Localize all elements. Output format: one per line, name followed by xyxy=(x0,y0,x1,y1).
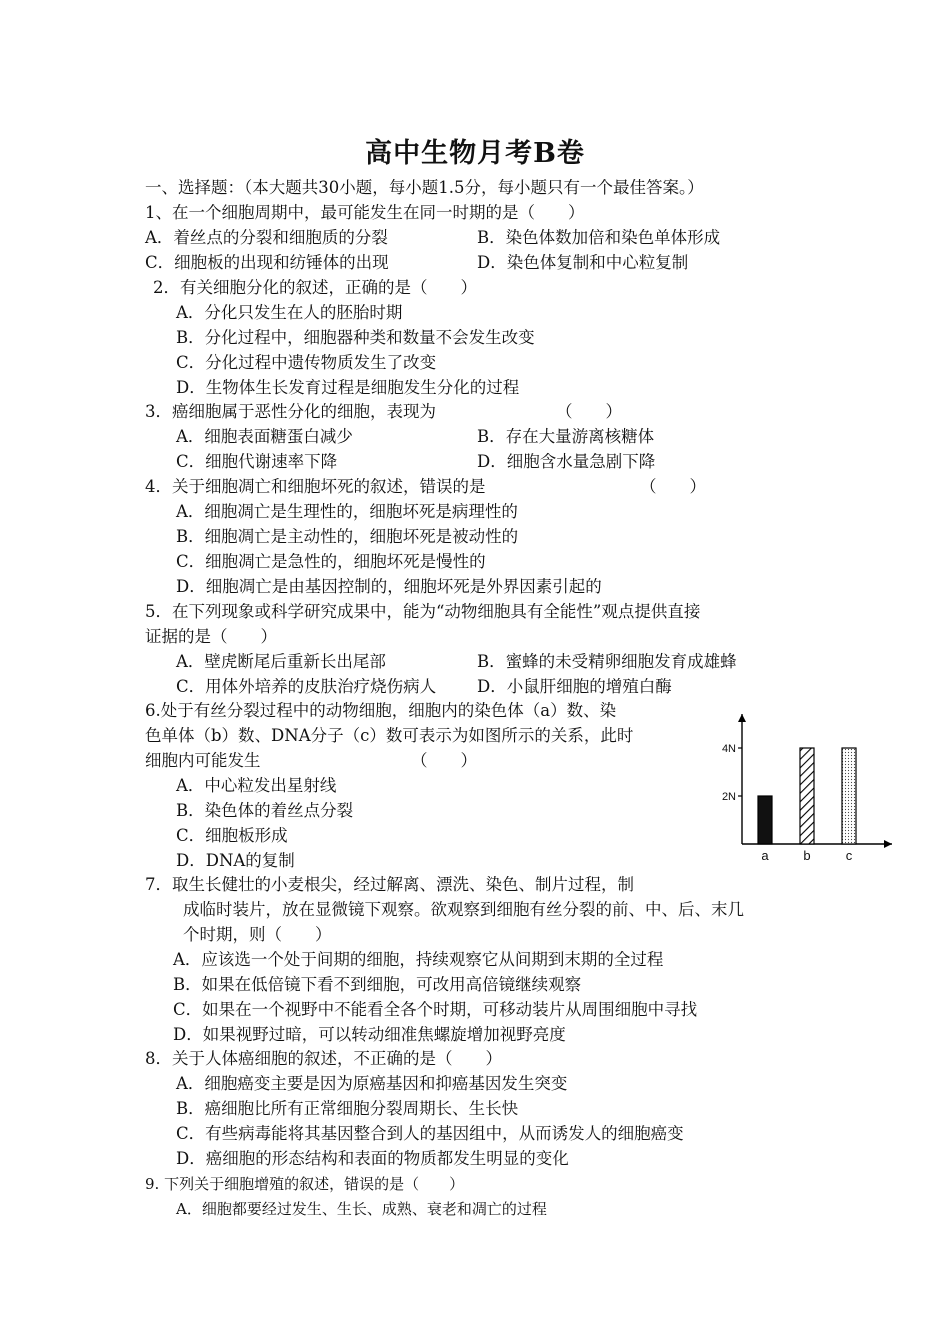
q3-option-b: B．存在大量游离核糖体 xyxy=(477,427,655,446)
q4-stem: 4．关于细胞凋亡和细胞坏死的叙述，错误的是 xyxy=(145,477,486,496)
q7-stem-line3: 个时期，则（ ） xyxy=(183,925,332,944)
page-title: 高中生物月考B卷 xyxy=(365,138,585,169)
bar-a xyxy=(758,796,772,844)
q4-answer-paren: （ ） xyxy=(640,477,706,496)
q2-option-d: D．生物体生长发育过程是细胞发生分化的过程 xyxy=(176,378,520,397)
y-tick-label: 4N xyxy=(721,743,736,755)
q2-option-a: A．分化只发生在人的胚胎时期 xyxy=(176,303,403,322)
q6-stem-line3: 细胞内可能发生 xyxy=(145,751,261,770)
q2-option-c: C．分化过程中遗传物质发生了改变 xyxy=(176,353,437,372)
q5-stem-line2: 证据的是（ ） xyxy=(145,627,277,646)
q7-option-b: B．如果在低倍镜下看不到细胞，可改用高倍镜继续观察 xyxy=(173,975,582,994)
q7-option-c: C．如果在一个视野中不能看全各个时期，可移动装片从周围细胞中寻找 xyxy=(173,1000,698,1019)
q6-bar-chart-svg xyxy=(700,706,900,866)
q6-stem-line1: 6.处于有丝分裂过程中的动物细胞，细胞内的染色体（a）数、染 xyxy=(145,701,617,720)
x-tick-label-b: b xyxy=(803,848,811,863)
x-tick-label-c: c xyxy=(845,848,853,863)
q5-option-b: B．蜜蜂的未受精卵细胞发育成雄蜂 xyxy=(477,652,737,671)
q6-option-c: C．细胞板形成 xyxy=(176,826,288,845)
q4-option-d: D．细胞凋亡是由基因控制的，细胞坏死是外界因素引起的 xyxy=(176,577,602,596)
q7-option-a: A．应该选一个处于间期的细胞，持续观察它从间期到末期的全过程 xyxy=(173,950,664,969)
q5-option-a: A．壁虎断尾后重新长出尾部 xyxy=(176,652,386,671)
x-axis-arrow xyxy=(884,840,892,848)
q3-option-d: D．细胞含水量急剧下降 xyxy=(477,452,656,471)
bar-b xyxy=(800,748,814,844)
q8-option-c: C．有些病毒能将其基因整合到人的基因组中，从而诱发人的细胞癌变 xyxy=(176,1124,684,1143)
q8-option-d: D．癌细胞的形态结构和表面的物质都发生明显的变化 xyxy=(176,1149,569,1168)
q4-option-a: A．细胞凋亡是生理性的，细胞坏死是病理性的 xyxy=(176,502,518,521)
y-tick-label: 2N xyxy=(721,791,736,803)
q1-option-c: C．细胞板的出现和纺锤体的出现 xyxy=(145,253,389,272)
q9-option-a: A．细胞都要经过发生、生长、成熟、衰老和凋亡的过程 xyxy=(176,1200,547,1218)
q6-bar-chart xyxy=(700,706,900,866)
q8-stem: 8．关于人体癌细胞的叙述，不正确的是（ ） xyxy=(145,1049,502,1068)
q5-option-c: C．用体外培养的皮肤治疗烧伤病人 xyxy=(176,677,437,696)
q6-option-a: A．中心粒发出星射线 xyxy=(176,776,337,795)
q8-option-b: B．癌细胞比所有正常细胞分裂周期长、生长快 xyxy=(176,1099,519,1118)
q1-option-d: D．染色体复制和中心粒复制 xyxy=(477,253,689,272)
q6-stem-line2: 色单体（b）数、DNA分子（c）数可表示为如图所示的关系，此时 xyxy=(145,726,634,745)
q1-stem: 1、在一个细胞周期中，最可能发生在同一时期的是（ ） xyxy=(145,203,585,222)
q7-option-d: D．如果视野过暗，可以转动细准焦螺旋增加视野亮度 xyxy=(173,1025,566,1044)
q6-option-b: B．染色体的着丝点分裂 xyxy=(176,801,354,820)
q1-option-a: A．着丝点的分裂和细胞质的分裂 xyxy=(145,228,388,247)
x-tick-label-a: a xyxy=(761,848,769,863)
q6-answer-paren: （ ） xyxy=(411,751,477,770)
q5-stem-line1: 5．在下列现象或科学研究成果中，能为“动物细胞具有全能性”观点提供直接 xyxy=(145,602,701,621)
q2-option-b: B．分化过程中，细胞器种类和数量不会发生改变 xyxy=(176,328,535,347)
q2-stem: 2．有关细胞分化的叙述，正确的是（ ） xyxy=(153,278,477,297)
q6-option-d: D．DNA的复制 xyxy=(176,851,295,870)
bar-c xyxy=(842,748,856,844)
q1-option-b: B．染色体数加倍和染色单体形成 xyxy=(477,228,721,247)
section-heading: 一、选择题：（本大题共30小题，每小题1.5分，每小题只有一个最佳答案。） xyxy=(145,178,704,197)
y-axis-arrow xyxy=(738,714,746,722)
q5-option-d: D．小鼠肝细胞的增殖白酶 xyxy=(477,677,672,696)
q3-option-a: A．细胞表面糖蛋白减少 xyxy=(176,427,353,446)
q4-option-c: C．细胞凋亡是急性的，细胞坏死是慢性的 xyxy=(176,552,486,571)
q3-option-c: C．细胞代谢速率下降 xyxy=(176,452,338,471)
q8-option-a: A．细胞癌变主要是因为原癌基因和抑癌基因发生突变 xyxy=(176,1074,568,1093)
q9-stem: 9. 下列关于细胞增殖的叙述，错误的是（ ） xyxy=(145,1175,465,1193)
q7-stem-line2: 成临时装片，放在显微镜下观察。欲观察到细胞有丝分裂的前、中、后、末几 xyxy=(183,900,744,919)
q7-stem-line1: 7．取生长健壮的小麦根尖，经过解离、漂洗、染色、制片过程，制 xyxy=(145,875,634,894)
q3-stem: 3．癌细胞属于恶性分化的细胞，表现为 xyxy=(145,402,436,421)
q3-answer-paren: （ ） xyxy=(556,402,622,421)
q4-option-b: B．细胞凋亡是主动性的，细胞坏死是被动性的 xyxy=(176,527,519,546)
